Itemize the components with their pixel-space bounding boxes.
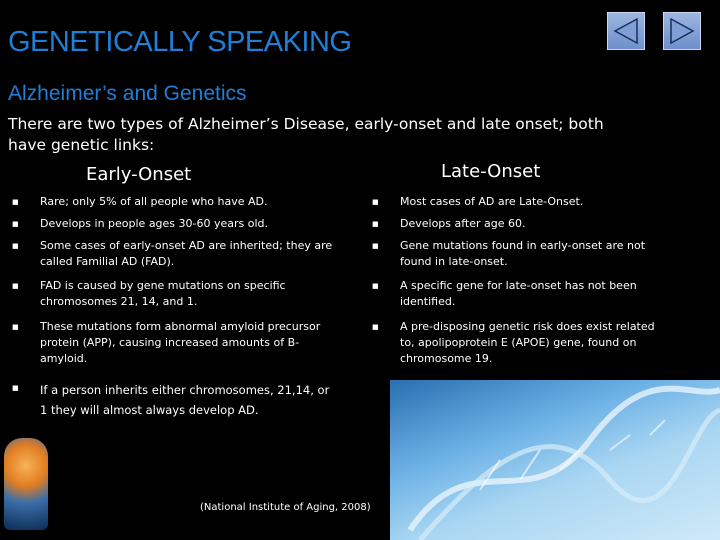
dna-helix-image bbox=[390, 380, 720, 540]
early-onset-heading: Early-Onset bbox=[86, 164, 192, 185]
intro-text: There are two types of Alzheimer’s Disease, early-onset and late onset; both have genetic links: bbox=[8, 115, 604, 154]
citation-text: (National Institute of Aging, 2008) bbox=[200, 502, 371, 513]
next-slide-button[interactable] bbox=[663, 12, 701, 50]
previous-slide-button[interactable] bbox=[607, 12, 645, 50]
triangle-left-icon bbox=[611, 16, 641, 46]
triangle-right-icon bbox=[667, 16, 697, 46]
slide-subtitle: Alzheimer’s and Genetics bbox=[8, 82, 247, 105]
late-onset-heading: Late-Onset bbox=[441, 161, 541, 182]
brain-scan-image bbox=[4, 438, 48, 530]
slide-title: GENETICALLY SPEAKING bbox=[8, 26, 352, 58]
